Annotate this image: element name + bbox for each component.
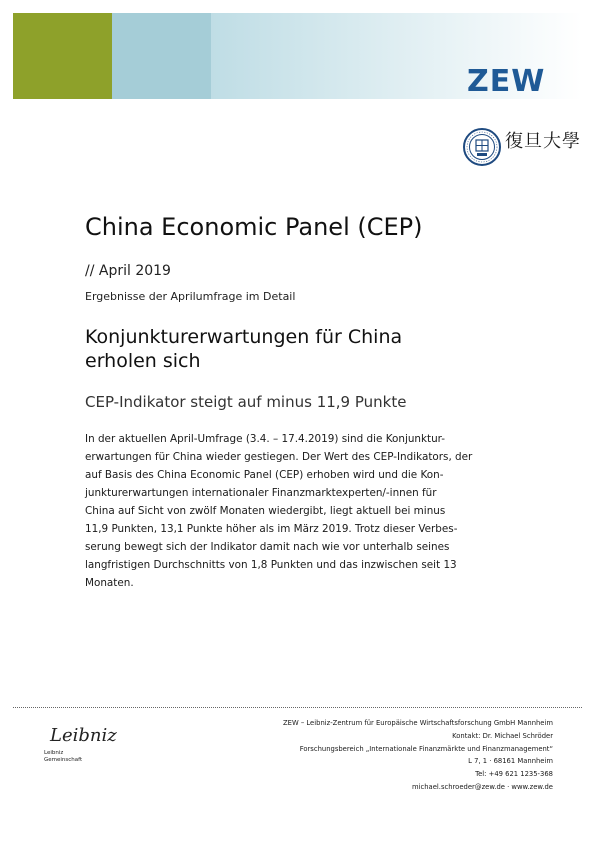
footer-institution: ZEW – Leibniz-Zentrum für Europäische Wirtschaftsforschung GmbH Mannheim	[283, 719, 553, 727]
footer-address: L 7, 1 · 68161 Mannheim	[468, 757, 553, 766]
headline	[85, 325, 505, 373]
footer-phone: Tel: +49 621 1235-368	[475, 770, 553, 779]
issue-date: // April 2019	[85, 263, 171, 279]
leibniz-caption-line: Gemeinschaft	[44, 756, 83, 763]
headline-line: erholen sich	[85, 350, 201, 372]
leibniz-caption-line: Leibniz	[44, 750, 64, 756]
fudan-university-name: 復旦大學	[505, 131, 581, 152]
leibniz-logo: Leibniz	[50, 725, 117, 746]
body-line: In der aktuellen April-Umfrage (3.4. – 17.4.2019) sind die Konjunktur-	[85, 433, 446, 445]
header-olive-block	[13, 13, 112, 99]
body-line: serung bewegt sich der Indikator damit nach wie vor unterhalb seines	[85, 541, 450, 553]
leibniz-logo-caption	[44, 750, 82, 763]
document-subtitle: Ergebnisse der Aprilumfrage im Detail	[85, 290, 296, 303]
footer-email-web: michael.schroeder@zew.de · www.zew.de	[412, 782, 553, 791]
body-line: 11,9 Punkten, 13,1 Punkte höher als im März 2019. Trotz dieser Verbes-	[85, 523, 458, 535]
body-line: langfristigen Durchschnitts von 1,8 Punkten und das inzwischen seit 13	[85, 559, 457, 571]
footer-contact	[283, 717, 553, 794]
footer-research-area: Forschungsbereich „Internationale Finanzmärkte und Finanzmanagement“	[299, 744, 553, 753]
body-line: erwartungen für China wieder gestiegen. Der Wert des CEP-Indikators, der	[85, 451, 473, 463]
body-line: China auf Sicht von zwölf Monaten wiedergibt, liegt aktuell bei minus	[85, 505, 446, 517]
body-line: Monaten.	[85, 577, 134, 589]
footer-divider	[13, 707, 582, 708]
header-teal-block	[112, 13, 211, 99]
body-line: junkturerwartungen internationaler Finanzmarktexperten/-innen für	[85, 487, 437, 499]
document-title: China Economic Panel (CEP)	[85, 213, 423, 241]
body-line: auf Basis des China Economic Panel (CEP) erhoben wird und die Kon-	[85, 469, 444, 481]
zew-logo: ZEW	[467, 64, 546, 99]
fudan-university-seal-icon	[463, 128, 501, 166]
headline-line: Konjunkturerwartungen für China	[85, 326, 403, 348]
subheadline: CEP-Indikator steigt auf minus 11,9 Punkte	[85, 393, 407, 411]
footer-contact-person: Kontakt: Dr. Michael Schröder	[452, 731, 553, 740]
body-paragraph	[85, 430, 473, 592]
